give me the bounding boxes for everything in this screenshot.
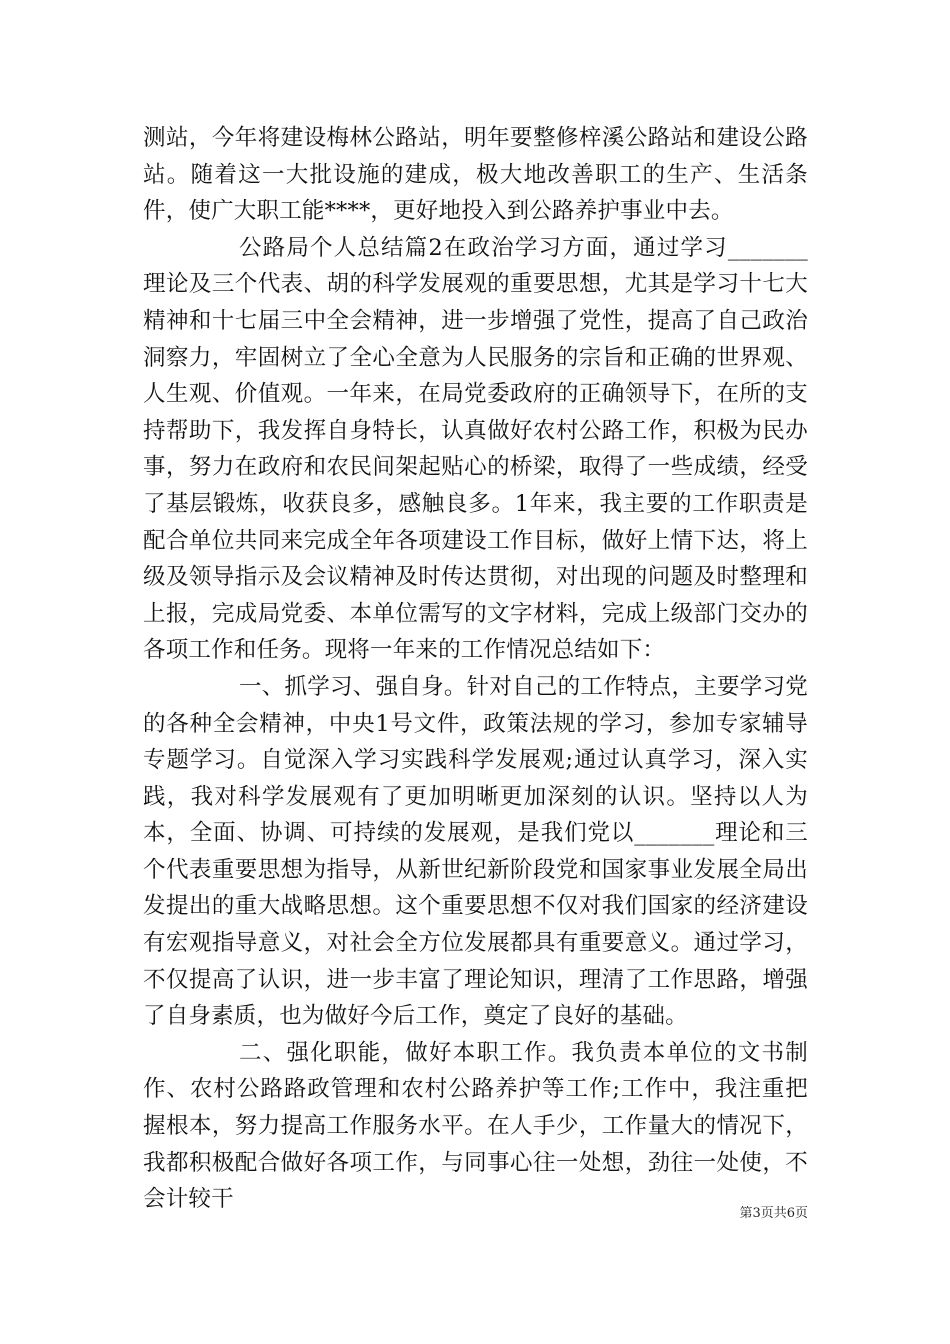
paragraph-4: 二、强化职能，做好本职工作。我负责本单位的文书制作、农村公路路政管理和农村公路养护等工作;工作中，我注重把握根本，努力提高工作服务水平。在人手少，工作量大的情况下，我都积极配合做好各项工作，与同事心往一处想，劲往一处使，不会计较干 [143,1039,808,1213]
document-body [143,120,808,1218]
paragraph-1: 测站，今年将建设梅林公路站，明年要整修梓溪公路站和建设公路站。随着这一大批设施的建成，极大地改善职工的生产、生活条件，使广大职工能****，更好地投入到公路养护事业中去。 [143,125,808,225]
paragraph-2: 公路局个人总结篇2在政治学习方面，通过学习_______理论及三个代表、胡的科学发展观的重要思想，尤其是学习十七大精神和十七届三中全会精神，进一步增强了党性，提高了自己政治洞察力，牢固树立了全心全意为人民服务的宗旨和正确的世界观、人生观、价值观。一年来，在局党委政府的正确领导下，在所的支持帮助下，我发挥自身特长，认真做好农村公路工作，积极为民办事，努力在政府和农民间架起贴心的桥梁，取得了一些成绩，经受了基层锻炼，收获良多，感触良多。1年来，我主要的工作职责是配合单位共同来完成全年各项建设工作目标，做好上情下达，将上级及领导指示及会议精神及时传达贯彻，对出现的问题及时整理和上报，完成局党委、本单位需写的文字材料，完成上级部门交办的各项工作和任务。现将一年来的工作情况总结如下： [143,234,808,664]
page-number-footer: 第3页共6页 [739,1206,808,1221]
paragraph-3: 一、抓学习、强自身。针对自己的工作特点，主要学习党的各种全会精神，中央1号文件，政策法规的学习，参加专家辅导专题学习。自觉深入学习实践科学发展观;通过认真学习，深入实践，我对科学发展观有了更加明晰更加深刻的认识。坚持以人为本，全面、协调、可持续的发展观，是我们党以_______理论和三个代表重要思想为指导，从新世纪新阶段党和国家事业发展全局出发提出的重大战略思想。这个重要思想不仅对我们国家的经济建设有宏观指导意义，对社会全方位发展都具有重要意义。通过学习，不仅提高了认识，进一步丰富了理论知识，理清了工作思路，增强了自身素质，也为做好今后工作，奠定了良好的基础。 [143,673,808,1030]
